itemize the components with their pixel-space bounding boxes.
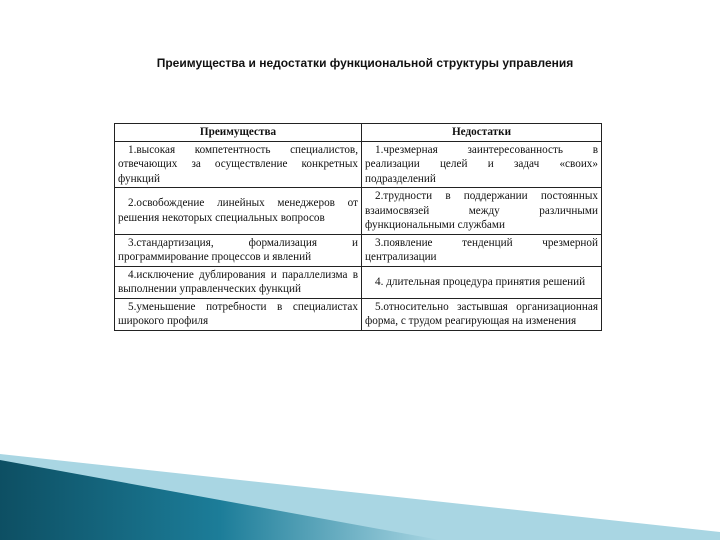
- header-advantages: Преимущества: [115, 124, 362, 142]
- disadvantage-cell: 2.трудности в поддержании постоянных взаимосвязей между различными функциональными службами: [362, 188, 602, 235]
- disadvantage-cell: 4. длительная процедура принятия решений: [362, 266, 602, 298]
- comparison-table: [114, 123, 602, 331]
- table-row: [115, 298, 602, 330]
- disadvantage-cell: 5.относительно застывшая организационная форма, с трудом реагирующая на изменения: [362, 298, 602, 330]
- table-header-row: [115, 124, 602, 142]
- advantage-cell: 5.уменьшение потребности в специалистах широкого профиля: [115, 298, 362, 330]
- page-title: Преимущества и недостатки функциональной структуры управления: [156, 56, 574, 70]
- disadvantage-cell: 3.появление тенденций чрезмерной централизации: [362, 234, 602, 266]
- decorative-bottom-band: [0, 440, 720, 540]
- header-disadvantages: Недостатки: [362, 124, 602, 142]
- table-row: [115, 141, 602, 188]
- table-row: [115, 234, 602, 266]
- table-row: [115, 188, 602, 235]
- table-row: [115, 266, 602, 298]
- advantage-cell: 1.высокая компетентность специалистов, отвечающих за осуществление конкретных функций: [115, 141, 362, 188]
- disadvantage-cell: 1.чрезмерная заинтересованность в реализации целей и задач «своих» подразделений: [362, 141, 602, 188]
- advantage-cell: 4.исключение дублирования и параллелизма в выполнении управленческих функций: [115, 266, 362, 298]
- advantage-cell: 2.освобождение линейных менеджеров от решения некоторых специальных вопросов: [115, 188, 362, 235]
- advantage-cell: 3.стандартизация, формализация и программирование процессов и явлений: [115, 234, 362, 266]
